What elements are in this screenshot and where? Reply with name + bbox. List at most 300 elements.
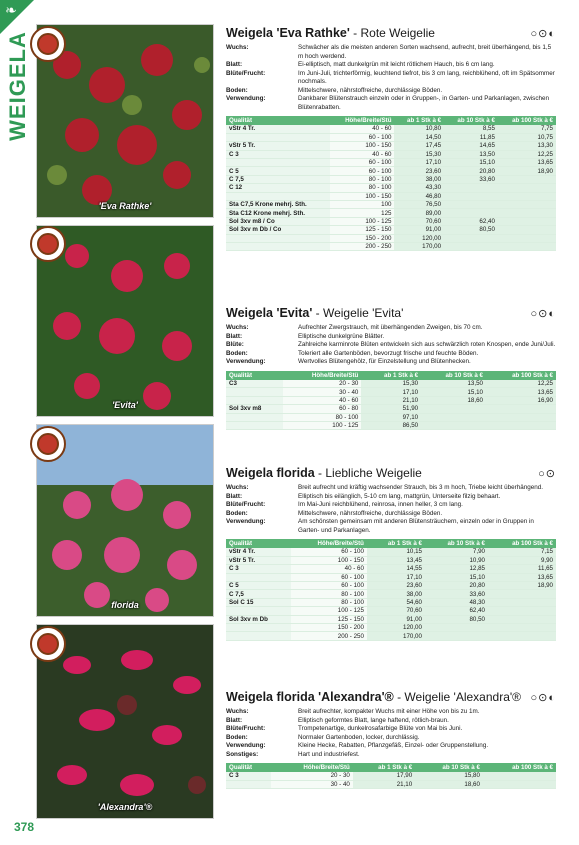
property-key: Verwendung: xyxy=(226,742,266,749)
table-cell: 40 - 60 xyxy=(283,396,361,404)
table-cell xyxy=(226,192,330,200)
table-cell xyxy=(498,175,556,183)
property-value: Im Mai-Juni reichblühend, reinrosa, innen heller, 3 cm lang. xyxy=(298,501,463,508)
plant-name xyxy=(226,26,435,40)
price-table xyxy=(226,763,556,789)
table-row xyxy=(226,201,556,209)
plant-name xyxy=(226,690,521,704)
table-row xyxy=(226,632,556,640)
table-cell xyxy=(488,598,556,606)
table-cell xyxy=(425,632,488,640)
table-cell: 13,65 xyxy=(498,159,556,167)
property-key: Boden: xyxy=(226,733,248,741)
table-cell: C 3 xyxy=(226,150,330,158)
table-cell xyxy=(444,234,498,242)
table-cell xyxy=(483,780,556,788)
property-row xyxy=(226,87,556,96)
table-cell: 17,10 xyxy=(394,159,444,167)
table-cell: 48,30 xyxy=(425,598,488,606)
property-key: Boden: xyxy=(226,349,248,357)
table-cell: 60 - 100 xyxy=(291,582,367,590)
column-header: Qualität xyxy=(226,763,271,772)
plant-title: Weigela florida 'Alexandra'® xyxy=(226,690,394,704)
table-cell: 100 - 125 xyxy=(291,607,367,615)
table-cell: 80,50 xyxy=(444,226,498,234)
table-cell: vStr 5 Tr. xyxy=(226,556,291,564)
table-cell xyxy=(498,217,556,225)
table-row xyxy=(226,388,556,396)
column-header: ab 100 Stk à € xyxy=(486,371,556,380)
table-row xyxy=(226,167,556,175)
price-table-header xyxy=(226,116,556,125)
table-cell xyxy=(486,421,556,429)
property-row xyxy=(226,61,556,70)
table-cell: 150 - 200 xyxy=(330,234,395,242)
section-evita xyxy=(226,306,556,430)
table-cell: 100 xyxy=(330,201,395,209)
table-cell xyxy=(226,632,291,640)
light-symbols-icon: ○⊙◐ xyxy=(530,692,556,704)
page-number: 378 xyxy=(14,820,35,834)
property-row xyxy=(226,493,556,502)
property-key: Blüte/Frucht: xyxy=(226,501,266,508)
property-row xyxy=(226,510,556,519)
table-row xyxy=(226,780,556,788)
table-row xyxy=(226,405,556,413)
table-cell: Sta C12 Krone mehrj. Sth. xyxy=(226,209,330,217)
table-cell: C 12 xyxy=(226,184,330,192)
table-cell: 33,60 xyxy=(444,175,498,183)
property-value: Breit aufrechter, kompakter Wuchs mit einer Höhe von bis zu 1m. xyxy=(298,708,480,715)
table-cell: 18,90 xyxy=(498,167,556,175)
table-row xyxy=(226,590,556,598)
column-header: Höhe/Breite/Stü xyxy=(330,116,395,125)
table-cell: Sol 3xv m8 xyxy=(226,405,283,413)
table-cell: 9,90 xyxy=(488,556,556,564)
price-table-header xyxy=(226,539,556,548)
table-cell: 97,10 xyxy=(361,413,421,421)
table-row xyxy=(226,565,556,573)
table-cell: 200 - 250 xyxy=(291,632,367,640)
table-cell xyxy=(488,590,556,598)
property-key: Verwendung: xyxy=(226,518,266,525)
table-cell xyxy=(226,573,291,581)
table-row xyxy=(226,133,556,141)
table-cell: 10,80 xyxy=(394,125,444,133)
table-cell xyxy=(226,234,330,242)
table-cell: 120,00 xyxy=(394,234,444,242)
table-cell: 38,00 xyxy=(394,175,444,183)
table-cell: 18,60 xyxy=(415,780,483,788)
table-cell: 11,85 xyxy=(444,133,498,141)
table-row xyxy=(226,217,556,225)
table-cell: 20,80 xyxy=(444,167,498,175)
column-header: Qualität xyxy=(226,539,291,548)
table-cell: 18,60 xyxy=(421,396,486,404)
quality-seal xyxy=(30,626,66,662)
column-header: ab 1 Stk à € xyxy=(361,371,421,380)
table-cell: 30 - 40 xyxy=(283,388,361,396)
section-heading xyxy=(226,26,556,40)
table-cell: 15,10 xyxy=(444,159,498,167)
table-cell: 7,15 xyxy=(488,548,556,556)
light-symbols-icon: ○⊙◐ xyxy=(530,308,556,320)
table-cell xyxy=(486,413,556,421)
table-cell: 10,15 xyxy=(367,548,425,556)
column-header: ab 10 Stk à € xyxy=(415,763,483,772)
table-cell xyxy=(226,388,283,396)
table-row xyxy=(226,242,556,250)
table-cell xyxy=(498,234,556,242)
table-cell xyxy=(498,226,556,234)
table-cell: 30 - 40 xyxy=(271,780,353,788)
table-cell: 14,50 xyxy=(394,133,444,141)
table-cell: vStr 5 Tr. xyxy=(226,142,330,150)
table-row xyxy=(226,142,556,150)
table-cell: 60 - 100 xyxy=(291,573,367,581)
table-cell: 17,10 xyxy=(367,573,425,581)
property-key: Wuchs: xyxy=(226,484,249,491)
table-cell: 11,65 xyxy=(488,565,556,573)
table-cell: 200 - 250 xyxy=(330,242,395,250)
column-header: Höhe/Breite/Stü xyxy=(271,763,353,772)
table-cell: 14,65 xyxy=(444,142,498,150)
table-cell xyxy=(226,242,330,250)
table-cell xyxy=(226,607,291,615)
table-cell xyxy=(488,632,556,640)
table-cell xyxy=(498,209,556,217)
property-value: Toleriert alle Gartenböden, bevorzugt frische und feuchte Böden. xyxy=(298,349,479,357)
table-cell xyxy=(444,184,498,192)
table-cell: 60 - 100 xyxy=(291,548,367,556)
table-cell: 80 - 100 xyxy=(291,590,367,598)
table-cell: 18,90 xyxy=(488,582,556,590)
column-header: ab 100 Stk à € xyxy=(488,539,556,548)
table-cell: 23,60 xyxy=(367,582,425,590)
property-value: Dankbarer Blütenstrauch einzeln oder in Gruppen-, in Garten- und Parkanlagen, zwischen Blütenrabatten. xyxy=(298,95,549,111)
table-cell: 13,30 xyxy=(498,142,556,150)
photo-caption: 'Eva Rathke' xyxy=(98,201,152,211)
price-table-header xyxy=(226,371,556,380)
table-cell xyxy=(486,405,556,413)
table-cell: 80 - 100 xyxy=(291,598,367,606)
property-value: Elliptisch geformtes Blatt, lange haftend, rötlich-braun. xyxy=(298,716,449,724)
table-row xyxy=(226,226,556,234)
quality-seal xyxy=(30,426,66,462)
table-cell: 17,90 xyxy=(353,772,415,780)
table-cell: 40 - 60 xyxy=(330,150,395,158)
property-value: Mittelschwere, nährstoffreiche, durchlässige Böden. xyxy=(298,86,443,94)
section-florida xyxy=(226,466,556,641)
table-cell: 80,50 xyxy=(425,615,488,623)
table-row xyxy=(226,772,556,780)
property-key: Verwendung: xyxy=(226,95,266,102)
property-key: Blatt: xyxy=(226,332,243,340)
table-cell: 120,00 xyxy=(367,624,425,632)
photo-caption: florida xyxy=(111,600,139,610)
table-cell: 15,30 xyxy=(394,150,444,158)
property-value: Im Juni-Juli, trichterförmig, leuchtend tiefrot, bis 3 cm lang, reichblühend, oft im Spätsommer nochmals. xyxy=(298,69,555,85)
property-row xyxy=(226,484,556,493)
property-key: Boden: xyxy=(226,86,248,94)
table-cell: 60 - 100 xyxy=(330,159,395,167)
table-row xyxy=(226,209,556,217)
table-cell xyxy=(226,133,330,141)
plant-subtitle: - Weigelie 'Evita' xyxy=(312,306,404,320)
table-cell: 12,25 xyxy=(486,380,556,388)
table-cell: C3 xyxy=(226,380,283,388)
table-row xyxy=(226,396,556,404)
table-cell: 12,25 xyxy=(498,150,556,158)
table-cell: 91,00 xyxy=(367,615,425,623)
table-cell xyxy=(421,405,486,413)
table-cell: 15,10 xyxy=(421,388,486,396)
section-alexandra xyxy=(226,690,556,789)
price-table xyxy=(226,371,556,431)
photo-caption: 'Evita' xyxy=(112,400,138,410)
property-key: Wuchs: xyxy=(226,44,249,51)
price-table xyxy=(226,539,556,641)
table-cell: 89,00 xyxy=(394,209,444,217)
table-cell: 40 - 60 xyxy=(291,565,367,573)
table-cell: 8,55 xyxy=(444,125,498,133)
table-row xyxy=(226,548,556,556)
table-cell: 7,75 xyxy=(498,125,556,133)
column-header: ab 10 Stk à € xyxy=(425,539,488,548)
table-cell xyxy=(444,192,498,200)
column-header: ab 1 Stk à € xyxy=(394,116,444,125)
table-cell: 62,40 xyxy=(425,607,488,615)
property-value: Kleine Hecke, Rabatten, Pflanzgefäß, Einzel- oder Gruppenstellung. xyxy=(298,742,489,749)
property-row xyxy=(226,341,556,350)
table-cell: 170,00 xyxy=(367,632,425,640)
property-key: Blüte/Frucht: xyxy=(226,69,266,77)
property-key: Blüte/Frucht: xyxy=(226,725,266,732)
table-cell: 17,10 xyxy=(361,388,421,396)
table-cell: 7,90 xyxy=(425,548,488,556)
table-cell: 15,80 xyxy=(415,772,483,780)
table-cell: 10,75 xyxy=(498,133,556,141)
column-header: Qualität xyxy=(226,116,330,125)
property-value: Elliptische dunkelgrüne Blätter. xyxy=(298,332,385,340)
section-heading xyxy=(226,306,556,320)
table-row xyxy=(226,184,556,192)
table-cell: 13,50 xyxy=(444,150,498,158)
table-cell: 21,10 xyxy=(361,396,421,404)
table-cell: 80 - 100 xyxy=(283,413,361,421)
table-row xyxy=(226,159,556,167)
table-cell: Sta C7,5 Krone mehrj. Sth. xyxy=(226,201,330,209)
property-row xyxy=(226,751,556,760)
table-cell: 15,10 xyxy=(425,573,488,581)
property-value: Breit aufrecht und kräftig wachsender Strauch, bis 3 m hoch, Triebe leicht überhängend. xyxy=(298,484,544,491)
table-cell: 23,60 xyxy=(394,167,444,175)
table-cell: 43,30 xyxy=(394,184,444,192)
table-cell: 60 - 80 xyxy=(283,405,361,413)
plant-name xyxy=(226,466,422,480)
table-cell: 80 - 100 xyxy=(330,175,395,183)
property-row xyxy=(226,324,556,333)
table-cell: vStr 4 Tr. xyxy=(226,125,330,133)
property-value: Hart und industriefest. xyxy=(298,750,360,758)
table-cell: C 7,5 xyxy=(226,590,291,598)
column-header: ab 100 Stk à € xyxy=(483,763,556,772)
table-row xyxy=(226,556,556,564)
quality-seal xyxy=(30,226,66,262)
table-cell xyxy=(498,184,556,192)
table-cell: 100 - 150 xyxy=(291,556,367,564)
table-cell: 86,50 xyxy=(361,421,421,429)
table-cell: C 3 xyxy=(226,565,291,573)
property-key: Verwendung: xyxy=(226,358,266,365)
table-cell: 13,65 xyxy=(486,388,556,396)
table-cell: 80 - 100 xyxy=(330,184,395,192)
table-cell: 125 - 150 xyxy=(330,226,395,234)
table-cell: 100 - 125 xyxy=(330,217,395,225)
table-cell: Sol C 15 xyxy=(226,598,291,606)
property-row xyxy=(226,501,556,510)
table-cell: 38,00 xyxy=(367,590,425,598)
property-row xyxy=(226,742,556,751)
property-value: Normaler Gartenboden, locker, durchlässig. xyxy=(298,733,420,741)
plant-name xyxy=(226,306,403,320)
quality-seal xyxy=(30,26,66,62)
property-row xyxy=(226,708,556,717)
property-value: Aufrechter Zwergstrauch, mit überhängenden Zweigen, bis 70 cm. xyxy=(298,324,483,331)
property-key: Sonstiges: xyxy=(226,750,259,758)
column-header: ab 100 Stk à € xyxy=(498,116,556,125)
property-key: Boden: xyxy=(226,509,248,517)
property-row xyxy=(226,725,556,734)
property-value: Wertvolles Blütengehölz, für Einzelstellung und Blütenhecken. xyxy=(298,358,471,365)
table-cell: 60 - 100 xyxy=(330,133,395,141)
table-cell xyxy=(226,413,283,421)
table-cell: 46,80 xyxy=(394,192,444,200)
table-cell: 12,85 xyxy=(425,565,488,573)
plant-subtitle: - Liebliche Weigelie xyxy=(314,466,422,480)
table-cell: 170,00 xyxy=(394,242,444,250)
table-row xyxy=(226,582,556,590)
table-cell: Sol 3xv m8 / Co xyxy=(226,217,330,225)
property-row xyxy=(226,44,556,61)
table-row xyxy=(226,607,556,615)
property-value: Ei-elliptisch, matt dunkelgrün mit leicht rötlichem Hauch, bis 6 cm lang. xyxy=(298,61,495,68)
column-header: ab 1 Stk à € xyxy=(367,539,425,548)
property-row xyxy=(226,358,556,367)
property-value: Am schönsten gemeinsam mit anderen Blütensträuchern, einzeln oder in Gruppen in Garten- und Parkanlagen. xyxy=(298,518,534,534)
table-cell xyxy=(226,159,330,167)
table-cell: 16,90 xyxy=(486,396,556,404)
property-row xyxy=(226,734,556,743)
plant-subtitle: - Weigelie 'Alexandra'® xyxy=(393,690,522,704)
column-header: ab 10 Stk à € xyxy=(421,371,486,380)
table-cell: 125 - 150 xyxy=(291,615,367,623)
column-header: Qualität xyxy=(226,371,283,380)
plant-subtitle: - Rote Weigelie xyxy=(349,26,435,40)
section-heading xyxy=(226,466,556,480)
table-cell: 125 xyxy=(330,209,395,217)
table-cell xyxy=(488,615,556,623)
section-heading xyxy=(226,690,556,704)
table-row xyxy=(226,615,556,623)
price-table-header xyxy=(226,763,556,772)
table-row xyxy=(226,175,556,183)
table-cell: 40 - 60 xyxy=(330,125,395,133)
table-cell: C 5 xyxy=(226,582,291,590)
table-cell xyxy=(425,624,488,632)
column-header: Höhe/Breite/Stü xyxy=(283,371,361,380)
table-cell: C 7,5 xyxy=(226,175,330,183)
table-cell: 33,60 xyxy=(425,590,488,598)
table-cell: 76,50 xyxy=(394,201,444,209)
property-key: Wuchs: xyxy=(226,708,249,715)
table-cell: 20 - 30 xyxy=(283,380,361,388)
property-key: Blatt: xyxy=(226,492,243,500)
table-row xyxy=(226,234,556,242)
table-cell xyxy=(488,607,556,615)
table-cell xyxy=(444,209,498,217)
table-cell xyxy=(444,242,498,250)
leaf-icon: ❧ xyxy=(5,3,17,19)
property-value: Mittelschwere, nährstoffreiche, durchlässige Böden. xyxy=(298,509,443,517)
table-cell: 51,90 xyxy=(361,405,421,413)
table-cell: 54,60 xyxy=(367,598,425,606)
table-cell: 13,50 xyxy=(421,380,486,388)
table-cell: 60 - 100 xyxy=(330,167,395,175)
photo-caption: 'Alexandra'® xyxy=(97,802,153,812)
table-cell xyxy=(498,201,556,209)
table-cell: 15,30 xyxy=(361,380,421,388)
table-cell: 17,45 xyxy=(394,142,444,150)
table-cell xyxy=(226,396,283,404)
table-cell: 13,65 xyxy=(488,573,556,581)
table-cell xyxy=(421,413,486,421)
table-cell: C 3 xyxy=(226,772,271,780)
price-table xyxy=(226,116,556,251)
table-cell xyxy=(421,421,486,429)
plant-title: Weigela florida xyxy=(226,466,315,480)
table-cell xyxy=(226,421,283,429)
table-cell: 100 - 150 xyxy=(330,192,395,200)
table-cell: 100 - 125 xyxy=(283,421,361,429)
table-row xyxy=(226,624,556,632)
table-cell: 62,40 xyxy=(444,217,498,225)
property-value: Elliptisch bis eilänglich, 5-10 cm lang, mattgrün, Unterseite filzig behaart. xyxy=(298,492,501,500)
plant-title: Weigela 'Evita' xyxy=(226,306,313,320)
table-cell: 10,90 xyxy=(425,556,488,564)
property-value: Schwächer als die meisten anderen Sorten wachsend, aufrecht, breit überhängend, bis 1,5 m hoch werdend. xyxy=(298,44,552,60)
table-cell: 70,60 xyxy=(367,607,425,615)
property-key: Blatt: xyxy=(226,716,243,724)
property-row xyxy=(226,350,556,359)
table-cell xyxy=(498,192,556,200)
table-cell: 14,55 xyxy=(367,565,425,573)
property-row xyxy=(226,717,556,726)
table-row xyxy=(226,150,556,158)
table-cell: 100 - 150 xyxy=(330,142,395,150)
column-header: ab 1 Stk à € xyxy=(353,763,415,772)
table-cell: 13,45 xyxy=(367,556,425,564)
property-key: Blatt: xyxy=(226,61,243,68)
table-cell: 20,80 xyxy=(425,582,488,590)
table-cell: Sol 3xv m Db / Co xyxy=(226,226,330,234)
table-row xyxy=(226,413,556,421)
table-cell: 150 - 200 xyxy=(291,624,367,632)
table-cell xyxy=(488,624,556,632)
property-row xyxy=(226,70,556,87)
table-cell xyxy=(498,242,556,250)
table-cell xyxy=(483,772,556,780)
